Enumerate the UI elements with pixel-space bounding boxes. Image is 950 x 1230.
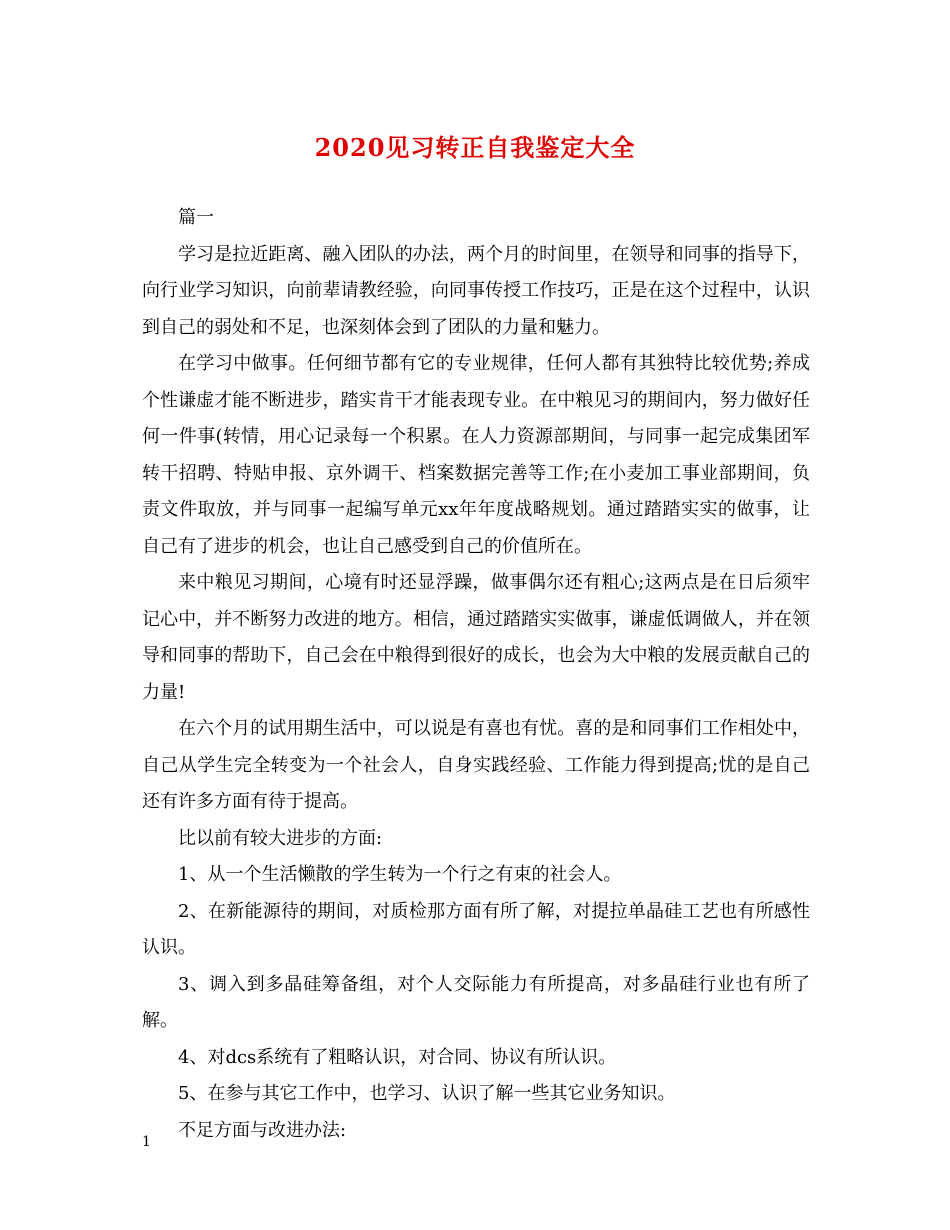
page-number: 1	[142, 1134, 151, 1150]
list-item: 3、调入到多晶硅筹备组，对个人交际能力有所提高，对多晶硅行业也有所了解。	[142, 973, 810, 1031]
list-item: 1、从一个生活懒散的学生转为一个行之有束的社会人。	[178, 864, 622, 885]
document-body	[142, 200, 810, 1149]
paragraph: 比以前有较大进步的方面:	[178, 827, 383, 849]
paragraph: 在学习中做事。任何细节都有它的专业规律，任何人都有其独特比较优势;养成个性谦虚才能不断进步，踏实肯干才能表现专业。在中粮见习的期间内，努力做好任何一件事(转情，用心记录每一个积累。在人力资源部期间，与同事一起完成集团军转干招聘、特贴申报、京外调干、档案数据完善等工作;在小麦加工事业部期间，负责文件取放，并与同事一起编写单元xx年年度战略规划。通过踏踏实实的做事，让自己有了进步的机会，也让自己感受到自己的价值所在。	[142, 353, 810, 557]
paragraph: 不足方面与改进办法:	[178, 1119, 347, 1141]
paragraph: 在六个月的试用期生活中，可以说是有喜也有忧。喜的是和同事们工作相处中，自己从学生完全转变为一个社会人，自身实践经验、工作能力得到提高;忧的是自己还有许多方面有待于提高。	[142, 718, 810, 812]
paragraph: 学习是拉近距离、融入团队的办法，两个月的时间里，在领导和同事的指导下，向行业学习知识，向前辈请教经验，向同事传授工作技巧，正是在这个过程中，认识到自己的弱处和不足，也深刻体会到了团队的力量和魅力。	[142, 243, 810, 338]
paragraph: 篇一	[178, 207, 214, 228]
list-item: 5、在参与其它工作中，也学习、认识了解一些其它业务知识。	[178, 1083, 676, 1104]
paragraph: 来中粮见习期间，心境有时还显浮躁，做事偶尔还有粗心;这两点是在日后须牢记心中，并不断努力改进的地方。相信，通过踏踏实实做事，谦虚低调做人，并在领导和同事的帮助下，自己会在中粮得到很好的成长，也会为大中粮的发展贡献自己的力量!	[142, 572, 810, 703]
document-title: 2020见习转正自我鉴定大全	[314, 133, 636, 162]
list-item: 4、对dcs系统有了粗略认识，对合同、协议有所认识。	[178, 1046, 617, 1068]
list-item: 2、在新能源待的期间，对质检那方面有所了解，对提拉单晶硅工艺也有所感性认识。	[142, 900, 810, 958]
